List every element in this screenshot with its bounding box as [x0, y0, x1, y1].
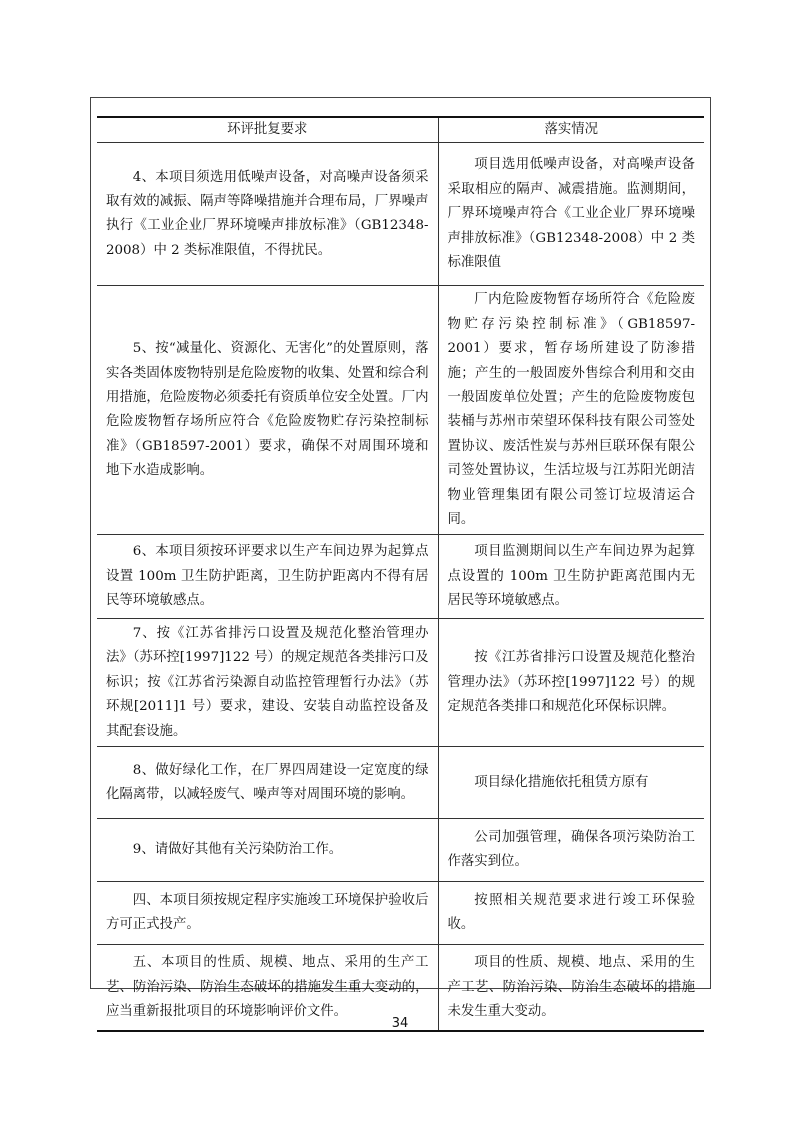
- table-row: [97, 143, 704, 286]
- implementation-cell: 项目的性质、规模、地点、采用的生产工艺、防治污染、防治生态破坏的措施未发生重大变动。: [438, 945, 704, 1031]
- header-implementation: 落实情况: [438, 117, 704, 143]
- requirement-cell: 8、做好绿化工作，在厂界四周建设一定宽度的绿化隔离带，以减轻废气、噪声等对周围环境的影响。: [97, 747, 438, 819]
- implementation-cell: 项目选用低噪声设备，对高噪声设备采取相应的隔声、减震措施。监测期间，厂界环境噪声符合《工业企业厂界环境噪声排放标准》（GB12348-2008）中 2 类标准限值: [438, 143, 704, 286]
- table-row: [97, 535, 704, 619]
- requirement-cell: 9、请做好其他有关污染防治工作。: [97, 819, 438, 882]
- requirement-cell: 5、按“减量化、资源化、无害化”的处置原则，落实各类固体废物特别是危险废物的收集、处置和综合利用措施，危险废物必须委托有资质单位安全处置。厂内危险废物暂存场所应符合《危险废物贮存污染控制标准》（GB18597-2001）要求，确保不对周围环境和地下水造成影响。: [97, 286, 438, 535]
- page-number: 34: [391, 1016, 409, 1031]
- requirements-table: [97, 116, 704, 1032]
- header-requirement: 环评批复要求: [97, 117, 438, 143]
- implementation-cell: 厂内危险废物暂存场所符合《危险废物贮存污染控制标准》（GB18597-2001）要求，暂存场所建设了防渗措施；产生的一般固废外售综合利用和交由一般固废单位处置；产生的危险废物废包装桶与苏州市荣望环保科技有限公司签处置协议、废活性炭与苏州巨联环保有限公司签处置协议，生活垃圾与江苏阳光朗洁物业管理集团有限公司签订垃圾清运合同。: [438, 286, 704, 535]
- implementation-cell: 项目绿化措施依托租赁方原有: [438, 747, 704, 819]
- implementation-cell: 按《江苏省排污口设置及规范化整治管理办法》（苏环控[1997]122 号）的规定规范各类排口和规范化环保标识牌。: [438, 619, 704, 747]
- implementation-cell: 公司加强管理，确保各项污染防治工作落实到位。: [438, 819, 704, 882]
- implementation-cell: 项目监测期间以生产车间边界为起算点设置的 100m 卫生防护距离范围内无居民等环境敏感点。: [438, 535, 704, 619]
- table-row: [97, 819, 704, 882]
- table-header-row: [97, 117, 704, 143]
- table-row: [97, 286, 704, 535]
- requirement-cell: 四、本项目须按规定程序实施竣工环境保护验收后方可正式投产。: [97, 882, 438, 945]
- table-row: [97, 882, 704, 945]
- requirement-cell: 4、本项目须选用低噪声设备，对高噪声设备须采取有效的减振、隔声等降噪措施并合理布局，厂界噪声执行《工业企业厂界环境噪声排放标准》（GB12348-2008）中 2 类标准限值，不得扰民。: [97, 143, 438, 286]
- table-row: [97, 619, 704, 747]
- implementation-cell: 按照相关规范要求进行竣工环保验收。: [438, 882, 704, 945]
- table-row: [97, 747, 704, 819]
- requirement-cell: 6、本项目须按环评要求以生产车间边界为起算点设置 100m 卫生防护距离，卫生防护距离内不得有居民等环境敏感点。: [97, 535, 438, 619]
- requirement-cell: 五、本项目的性质、规模、地点、采用的生产工艺、防治污染、防治生态破坏的措施发生重大变动的，应当重新报批项目的环境影响评价文件。: [97, 945, 438, 1031]
- requirement-cell: 7、按《江苏省排污口设置及规范化整治管理办法》（苏环控[1997]122 号）的规定规范各类排污口及标识；按《江苏省污染源自动监控管理暂行办法》（苏环规[2011]1 号）要求，建设、安装自动监控设备及其配套设施。: [97, 619, 438, 747]
